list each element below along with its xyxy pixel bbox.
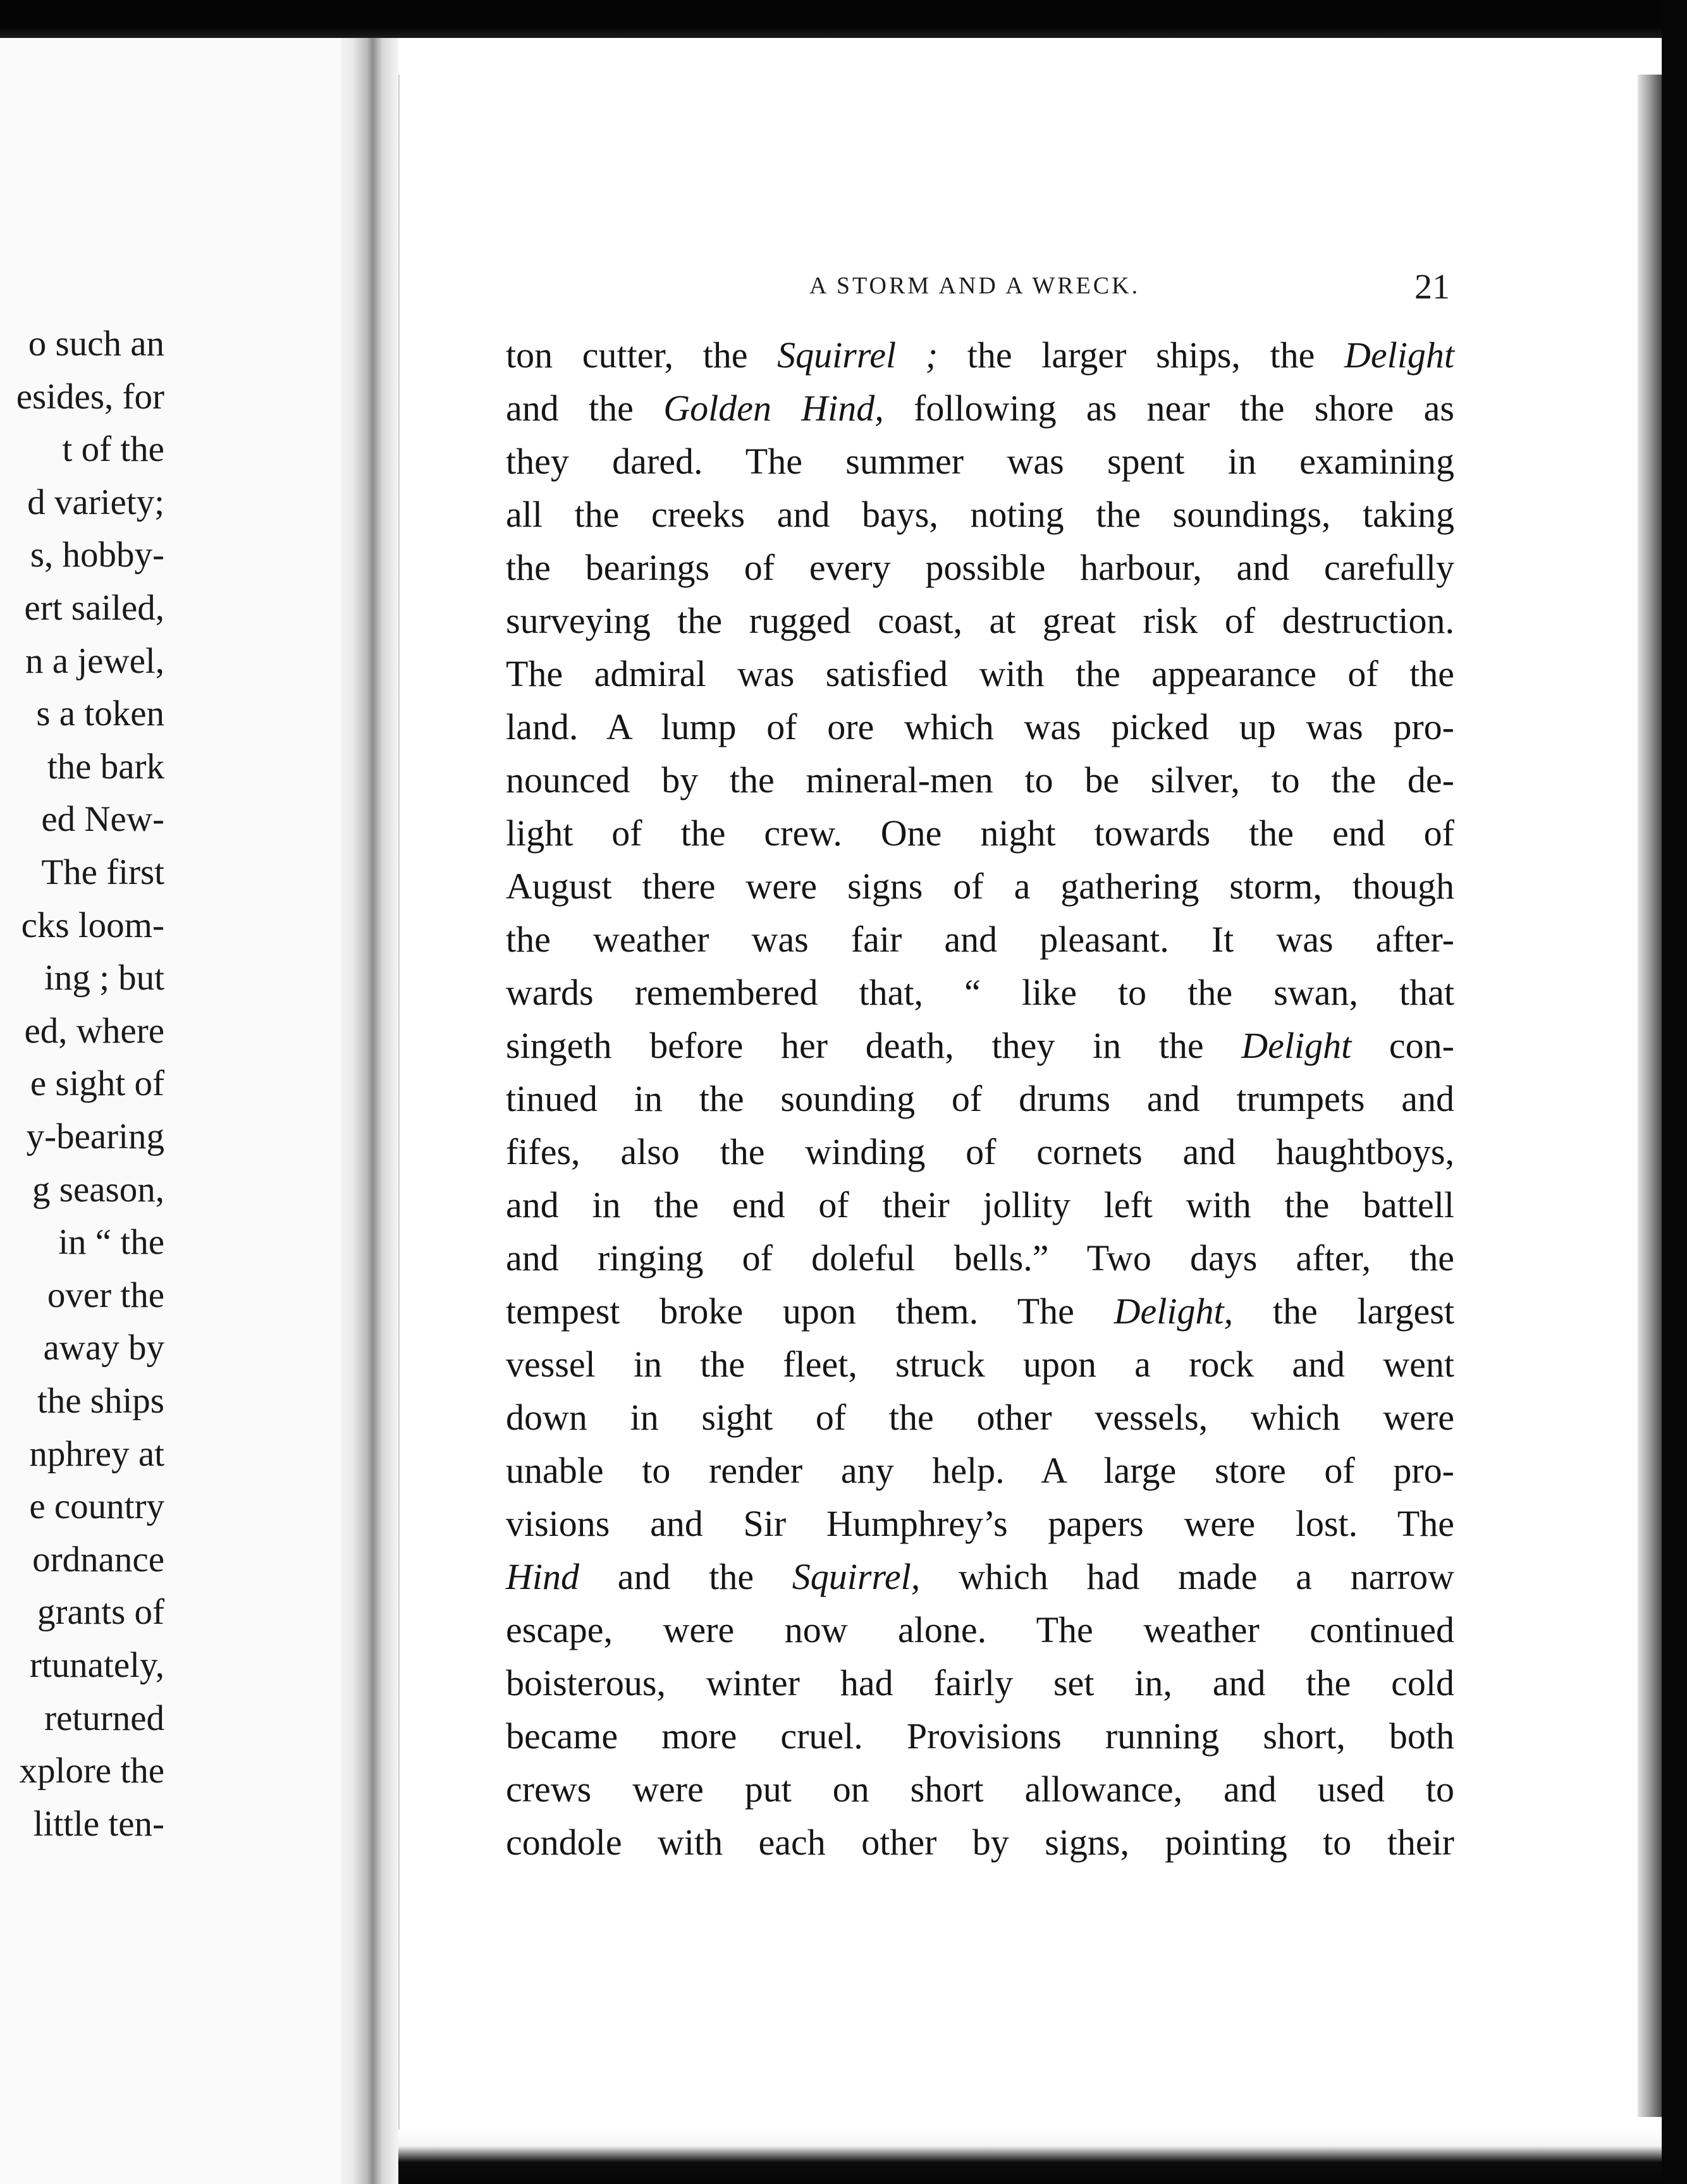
left-page-line: g season, [32,1169,164,1210]
text-run: August there were signs of a gathering storm, though [506,866,1454,907]
left-page-line: esides, for [16,376,164,417]
text-run: the largest [1233,1291,1454,1332]
italic-ship-name: Golden Hind, [663,388,884,429]
text-run: tinued in the sounding of drums and trumpets and [506,1078,1454,1119]
left-page-line: d variety; [27,482,164,522]
text-run: tempest broke upon them. The [506,1291,1114,1332]
text-run: wards remembered that, “ like to the swan, that [506,972,1454,1013]
left-page-line: ed, where [24,1010,164,1051]
left-page-line: y-bearing [26,1117,164,1156]
text-run: crews were put on short allowance, and used to [506,1769,1454,1810]
text-run: The admiral was satisfied with the appearance of the [506,653,1454,694]
text-run: and the [506,388,664,429]
body-line [506,807,1454,860]
text-run: fifes, also the winding of cornets and haughtboys, [506,1131,1454,1172]
text-run: following as near the shore as [883,388,1454,429]
body-line [506,1232,1454,1285]
body-line [506,1444,1454,1497]
body-line [506,754,1454,807]
body-line [506,647,1454,701]
left-page-line: e sight of [30,1064,164,1104]
body-line [506,1816,1454,1869]
left-page-line: grants of [37,1592,164,1633]
italic-ship-name: Delight [1241,1025,1352,1066]
text-run: became more cruel. Provisions running short, both [506,1715,1454,1757]
left-page-line: s a token [36,694,164,734]
left-page-line: the bark [47,746,164,787]
scan-bottom-border [398,2130,1663,2184]
text-run: and in the end of their jollity left with the battell [506,1184,1454,1225]
text-run: the weather was fair and pleasant. It was after- [506,919,1454,960]
italic-ship-name: Squirrel ; [777,334,938,376]
body-line [506,1604,1454,1657]
page-number: 21 [1414,267,1450,307]
body-line [506,1019,1454,1072]
text-run: singeth before her death, they in the [506,1025,1242,1066]
left-page-line: the ships [37,1381,164,1421]
page-edge-shadow [1638,75,1662,2117]
body-line [506,1179,1454,1232]
left-page-line: n a jewel, [25,641,164,681]
left-page-line: returned [44,1698,164,1738]
body-line [506,913,1454,966]
body-line [506,1763,1454,1816]
body-line [506,1126,1454,1179]
left-page-line: ing ; but [44,958,164,998]
text-run: the larger ships, the [938,334,1345,376]
text-run: light of the crew. One night towards the end of [506,813,1454,854]
text-run: surveying the rugged coast, at great risk of destruction. [506,600,1454,641]
left-page-line: ert sailed, [24,588,164,628]
text-run: and ringing of doleful bells.” Two days after, the [506,1237,1454,1279]
text-run: boisterous, winter had fairly set in, and the cold [506,1662,1454,1703]
body-line [506,860,1454,913]
text-run: condole with each other by signs, pointing to their [506,1822,1454,1863]
body-line [506,329,1454,382]
left-page-line: The first [41,852,164,892]
left-page-line: o such an [28,324,164,364]
left-page-line: ed New- [41,799,164,840]
scan-top-border [0,0,1687,38]
body-line [506,541,1454,594]
body-line [506,488,1454,541]
body-line [506,1338,1454,1391]
italic-ship-name: Delight, [1113,1291,1234,1332]
body-line [506,1072,1454,1126]
left-page-line: cks loom- [21,905,164,945]
book-gutter [341,38,398,2184]
italic-ship-name: Delight [1344,334,1455,376]
body-line [506,966,1454,1019]
left-page-line: away by [43,1328,164,1368]
text-run: the bearings of every possible harbour, and carefully [506,547,1454,588]
left-page-line: ordnance [32,1539,164,1580]
italic-ship-name: Hind [506,1556,579,1597]
text-run: escape, were now alone. The weather continued [506,1609,1454,1650]
text-run: unable to render any help. A large store of pro- [506,1450,1454,1491]
body-line [506,1550,1454,1604]
text-run: they dared. The summer was spent in examining [506,441,1454,482]
body-text [506,329,1454,1869]
body-line [506,1657,1454,1710]
body-line [506,435,1454,488]
text-run: and the [579,1556,792,1597]
left-page-line: e country [29,1487,164,1527]
text-run: visions and Sir Humphrey’s papers were lost. The [506,1503,1454,1544]
body-line [506,1391,1454,1444]
body-line [506,1710,1454,1763]
text-run: down in sight of the other vessels, which were [506,1397,1454,1438]
italic-ship-name: Squirrel, [792,1556,921,1597]
text-run: nounced by the mineral-men to be silver, to the de- [506,759,1454,801]
left-page-line: rtunately, [29,1645,164,1685]
left-page-line: xplore the [19,1751,164,1791]
scan-right-border [1662,0,1687,2184]
left-page-line: little ten- [33,1803,164,1844]
text-run: con- [1351,1025,1454,1066]
running-head: A STORM AND A WRECK. [809,273,1141,299]
body-line [506,1497,1454,1550]
text-run: all the creeks and bays, noting the soundings, taking [506,494,1454,535]
body-line [506,594,1454,647]
left-page-line: s, hobby- [30,535,164,575]
left-page-line: over the [47,1275,164,1315]
left-page [0,38,345,2184]
body-line [506,701,1454,754]
body-line [506,382,1454,435]
text-run: vessel in the fleet, struck upon a rock and went [506,1344,1454,1385]
text-run: which had made a narrow [920,1556,1454,1597]
left-page-line: in “ the [58,1222,164,1263]
left-page-line: nphrey at [29,1433,164,1474]
text-run: land. A lump of ore which was picked up was pro- [506,706,1454,747]
left-page-line: t of the [62,429,164,470]
text-run: ton cutter, the [506,334,778,376]
body-line [506,1285,1454,1338]
